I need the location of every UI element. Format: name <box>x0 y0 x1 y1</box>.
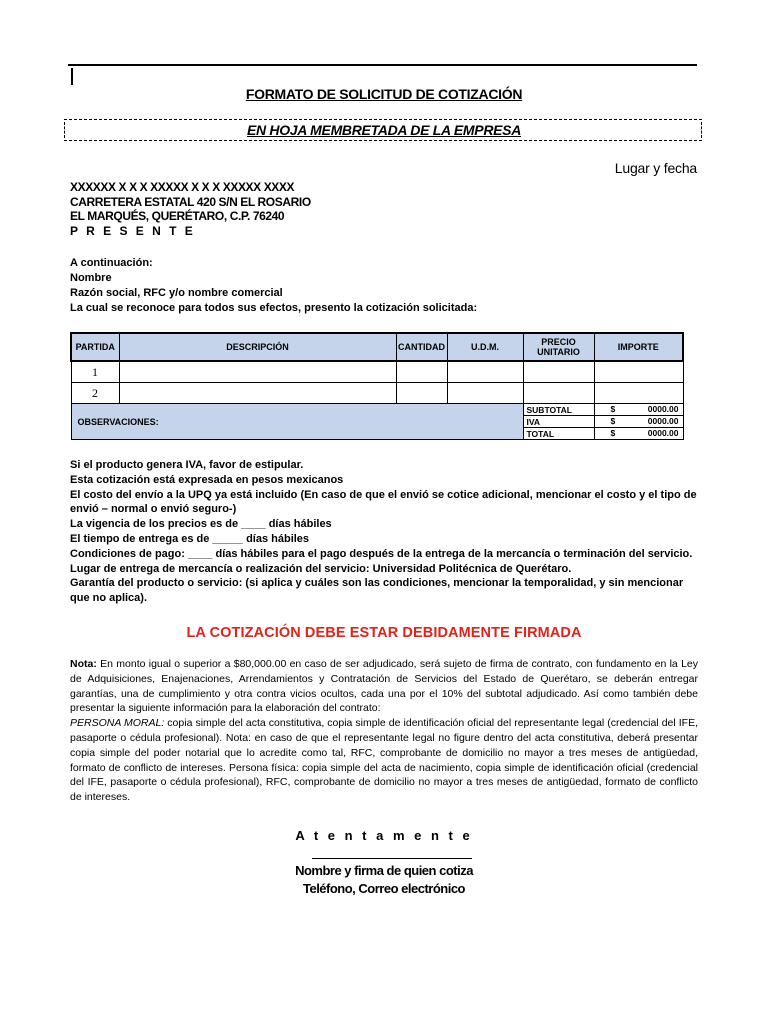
total-value <box>594 428 683 440</box>
note-paragraph <box>70 716 698 805</box>
table-row <box>71 383 683 404</box>
note-paragraph <box>70 657 698 716</box>
signed-notice: LA COTIZACIÓN DEBE ESTAR DEBIDAMENTE FIRMADA <box>186 625 582 641</box>
intro-line: La cual se reconoce para todos sus efectos, presento la cotización solicitada: <box>70 302 478 314</box>
address-presente: P R E S E N T E <box>70 223 196 238</box>
top-rule <box>68 64 697 66</box>
col-header-precio-line2: UNITARIO <box>537 347 580 357</box>
quotation-table <box>70 332 684 440</box>
condition-item: Garantía del producto o servicio: (si aplica y cuáles son las condiciones, mencionar la temporalidad, y sin mencionar que no aplica). <box>70 577 684 605</box>
cell-udm <box>447 361 523 383</box>
cell-importe <box>594 361 683 383</box>
col-header-precio-unitario <box>523 333 594 361</box>
observaciones-cell: OBSERVACIONES: <box>71 404 523 440</box>
col-header-partida: PARTIDA <box>71 333 119 361</box>
totals-row-subtotal <box>71 404 683 416</box>
letterhead-note: EN HOJA MEMBRETADA DE LA EMPRESA <box>246 122 522 138</box>
recipient-address <box>70 180 311 238</box>
condition-item: El tiempo de entrega es de _____ días hábiles <box>70 532 310 545</box>
condition-item: Condiciones de pago: ____ días hábiles para el pago después de la entrega de la mercancía o terminación del servicio. <box>70 547 693 560</box>
note-text: copia simple del acta constitutiva, copia simple de identificación oficial del representante legal (credencial del IFE, pasaporte o cédula profesional). Nota: en caso de que el representante legal no figure dentro del acta constitutiva, deberá presentar copia simple del poder notarial que lo acredite como tal, RFC, comprobante de domicilio no mayor a tres meses de antigüedad, formato de conflicto de intereses. Persona física: copia simple del acta de nacimiento, copia simple de identificación oficial (credencial del IFE, pasaporte o cédula profesional), RFC, comprobante de domicilio no mayor a tres meses de antigüedad, formato de conflicto de intereses. <box>70 717 698 804</box>
condition-item: Esta cotización está expresada en pesos mexicanos <box>70 473 344 486</box>
address-line: XXXXXX X X X XXXXX X X X XXXXX XXXX <box>70 180 295 194</box>
persona-moral-label: PERSONA MORAL: <box>70 717 165 730</box>
note-text: En monto igual o superior a $80,000.00 en caso de ser adjudicado, será sujeto de firma de contrato, con fundamento en la Ley de Adquisiciones, Enajenaciones, Arrendamientos y Contratación de Servicios del Estado de Querétaro, se deberán entregar garantías, una de cumplimiento y otra contra vicios ocultos, cada una por el 10% del subtotal adjudicado. Así como también debe presentar la siguiente información para la elaboración del contrato: <box>70 658 698 715</box>
cell-descripcion <box>119 383 396 404</box>
currency-symbol: $ <box>610 404 616 414</box>
signature-line <box>312 858 472 859</box>
place-and-date: Lugar y fecha <box>614 160 697 176</box>
total-amount: 0000.00 <box>647 404 679 414</box>
total-label: TOTAL <box>523 428 594 440</box>
intro-block <box>70 256 477 316</box>
cell-descripcion <box>119 361 396 383</box>
table-row <box>71 361 683 383</box>
address-line: EL MARQUÉS, QUERÉTARO, C.P. 76240 <box>70 209 285 223</box>
currency-symbol: $ <box>610 416 616 426</box>
col-header-descripcion: DESCRIPCIÓN <box>119 333 396 361</box>
total-label: IVA <box>523 416 594 428</box>
condition-item: La vigencia de los precios es de ____ días hábiles <box>70 518 332 531</box>
cell-precio-unitario <box>523 383 594 404</box>
address-line: CARRETERA ESTATAL 420 S/N EL ROSARIO <box>70 194 311 209</box>
total-value <box>594 416 683 428</box>
note-label: Nota: <box>70 658 97 670</box>
intro-line: Nombre <box>70 272 112 284</box>
closing-salutation: A t e n t a m e n t e <box>295 828 473 843</box>
contract-note <box>70 657 698 805</box>
cell-cantidad <box>396 383 447 404</box>
intro-line: Razón social, RFC y/o nombre comercial <box>70 287 283 299</box>
currency-symbol: $ <box>610 428 616 438</box>
condition-item: Si el producto genera IVA, favor de estipular. <box>70 459 304 471</box>
col-header-udm: U.D.M. <box>447 333 523 361</box>
cell-cantidad <box>396 361 447 383</box>
page-title: FORMATO DE SOLICITUD DE COTIZACIÓN <box>245 86 523 102</box>
signature-name: Nombre y firma de quien cotiza <box>295 863 473 878</box>
col-header-cantidad: CANTIDAD <box>396 333 447 361</box>
condition-item: El costo del envío a la UPQ ya está incluido (En caso de que el envió se cotice adicional, mencionar el costo y el tipo de envió – normal o envió seguro-) <box>70 488 697 516</box>
total-amount: 0000.00 <box>647 416 679 426</box>
total-value <box>594 404 683 416</box>
table-header-row <box>71 333 683 361</box>
conditions-list <box>70 458 698 606</box>
cell-partida: 1 <box>71 361 119 383</box>
signature-contact: Teléfono, Correo electrónico <box>302 881 465 896</box>
cell-precio-unitario <box>523 361 594 383</box>
total-label: SUBTOTAL <box>523 404 594 416</box>
cell-importe <box>594 383 683 404</box>
total-amount: 0000.00 <box>647 428 679 438</box>
cell-partida: 2 <box>71 383 119 404</box>
col-header-precio-line1: PRECIO <box>541 337 576 347</box>
intro-line: A continuación: <box>70 257 153 269</box>
col-header-importe: IMPORTE <box>594 333 683 361</box>
condition-item: Lugar de entrega de mercancía o realización del servicio: Universidad Politécnica de Querétaro. <box>70 562 572 575</box>
cell-udm <box>447 383 523 404</box>
text-cursor-mark <box>71 68 73 85</box>
